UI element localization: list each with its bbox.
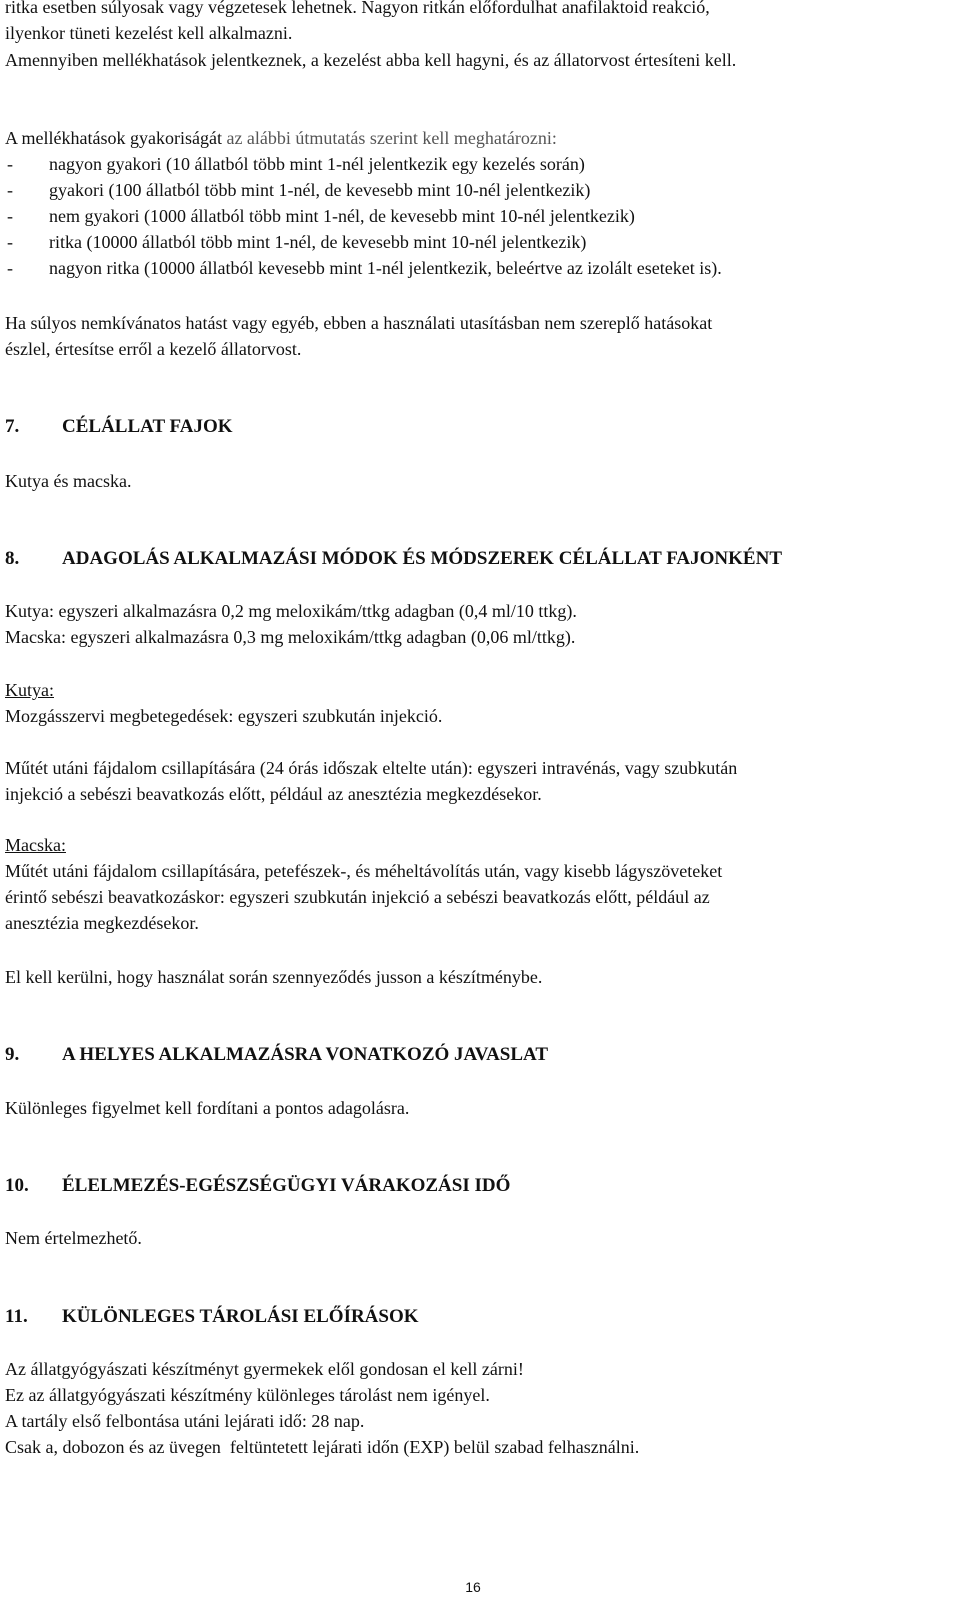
text-line: Műtét utáni fájdalom csillapítására, petefészek-, és méheltávolítás után, vagy kisebb lágyszöveteket [5, 861, 723, 881]
section-number: 9. [5, 1044, 20, 1065]
dog-label: Kutya: [5, 680, 54, 700]
list-item: - nagyon ritka (10000 állatból kevesebb mint 1-nél jelentkezik, beleértve az izolált eseteket is). [7, 258, 722, 278]
section-heading-9 [5, 1042, 935, 1068]
text-line: észlel, értesítse erről a kezelő állatorvost. [5, 339, 302, 359]
section-number: 11. [5, 1306, 28, 1327]
contamination-note [5, 964, 935, 990]
administration-advice [5, 1095, 935, 1121]
text-line: ritka esetben súlyosak vagy végzetesek lehetnek. Nagyon ritkán előfordulhat anafilaktoid reakció, [5, 0, 710, 17]
cat-label: Macska: [5, 835, 66, 855]
text-line: Ez az állatgyógyászati készítmény különleges tárolást nem igényel. [5, 1385, 490, 1405]
section-title: ADAGOLÁS ALKALMAZÁSI MÓDOK ÉS MÓDSZEREK CÉLÁLLAT FAJONKÉNT [62, 548, 782, 569]
intro-paragraph [5, 0, 935, 46]
cat-indication [5, 832, 935, 936]
text-line: Mozgásszervi megbetegedések: egyszeri szubkután injekció. [5, 706, 443, 726]
text-line: Macska: egyszeri alkalmazásra 0,3 mg meloxikám/ttkg adagban (0,06 ml/ttkg). [5, 627, 576, 647]
text-line: A tartály első felbontása utáni lejárati idő: 28 nap. [5, 1411, 365, 1431]
section-heading-10 [5, 1173, 935, 1199]
target-species [5, 468, 935, 494]
lead-text-gray: az alábbi útmutatás szerint kell meghatározni: [226, 128, 557, 148]
section-title: CÉLÁLLAT FAJOK [62, 416, 233, 437]
list-item: - nagyon gyakori (10 állatból több mint 1-nél jelentkezik egy kezelés során) [7, 154, 585, 174]
text-line: El kell kerülni, hogy használat során szennyeződés jusson a készítménybe. [5, 967, 543, 987]
text-line: Ha súlyos nemkívánatos hatást vagy egyéb, ebben a használati utasításban nem szereplő hatásokat [5, 313, 713, 333]
frequency-list [5, 151, 935, 281]
text-line: Nem értelmezhető. [5, 1228, 142, 1248]
text-line: Különleges figyelmet kell fordítani a pontos adagolásra. [5, 1098, 410, 1118]
list-item-text: ritka (10000 állatból több mint 1-nél, de kevesebb mint 10-nél jelentkezik) [49, 232, 587, 252]
text-line: Műtét utáni fájdalom csillapítására (24 órás időszak eltelte után): egyszeri intravénás, vagy szubkután [5, 758, 738, 778]
section-heading-11 [5, 1304, 935, 1330]
text-line: Kutya: egyszeri alkalmazásra 0,2 mg meloxikám/ttkg adagban (0,4 ml/10 ttkg). [5, 601, 577, 621]
frequency-lead [5, 125, 935, 151]
text-line [5, 125, 935, 151]
list-item-text: gyakori (100 állatból több mint 1-nél, de kevesebb mint 10-nél jelentkezik) [49, 180, 591, 200]
list-item: - ritka (10000 állatból több mint 1-nél, de kevesebb mint 10-nél jelentkezik) [7, 232, 587, 252]
report-paragraph [5, 310, 935, 362]
text-line: Amennyiben mellékhatások jelentkeznek, a kezelést abba kell hagyni, és az állatorvost értesíteni kell. [5, 50, 737, 70]
dosage-paragraph [5, 598, 935, 650]
list-item: - nem gyakori (1000 állatból több mint 1-nél, de kevesebb mint 10-nél jelentkezik) [7, 206, 635, 226]
section-heading-8 [5, 546, 935, 572]
text-line: érintő sebészi beavatkozáskor: egyszeri szubkután injekció a sebészi beavatkozás előtt, például az [5, 887, 710, 907]
section-heading-7 [5, 414, 935, 440]
section-number: 10. [5, 1175, 29, 1196]
page-number: 16 [465, 1579, 481, 1595]
text-line: injekció a sebészi beavatkozás előtt, például az anesztézia megkezdésekor. [5, 784, 542, 804]
text-line: Az állatgyógyászati készítményt gyermekek elől gondosan el kell zárni! [5, 1359, 524, 1379]
lead-text: A mellékhatások gyakoriságát [5, 128, 227, 148]
section-title: ÉLELMEZÉS-EGÉSZSÉGÜGYI VÁRAKOZÁSI IDŐ [62, 1175, 511, 1196]
list-item-text: nem gyakori (1000 állatból több mint 1-nél, de kevesebb mint 10-nél jelentkezik) [49, 206, 635, 226]
section-number: 8. [5, 548, 20, 569]
text-line: Csak a, dobozon és az üvegen feltüntetett lejárati időn (EXP) belül szabad felhasználni. [5, 1437, 640, 1457]
text-line: ilyenkor tüneti kezelést kell alkalmazni. [5, 23, 293, 43]
discontinue-paragraph [5, 47, 935, 73]
list-item: - gyakori (100 állatból több mint 1-nél, de kevesebb mint 10-nél jelentkezik) [7, 180, 591, 200]
dog-indication [5, 677, 935, 729]
dog-postop [5, 755, 935, 807]
section-title: A HELYES ALKALMAZÁSRA VONATKOZÓ JAVASLAT [62, 1044, 549, 1065]
section-title: KÜLÖNLEGES TÁROLÁSI ELŐÍRÁSOK [62, 1306, 419, 1327]
storage-paragraph [5, 1356, 935, 1460]
withdrawal-period [5, 1225, 935, 1251]
list-item-text: nagyon ritka (10000 állatból kevesebb mint 1-nél jelentkezik, beleértve az izolált eseteket is). [49, 258, 722, 278]
text-line: anesztézia megkezdésekor. [5, 913, 199, 933]
list-item-text: nagyon gyakori (10 állatból több mint 1-nél jelentkezik egy kezelés során) [49, 154, 585, 174]
section-number: 7. [5, 416, 20, 437]
text-line: Kutya és macska. [5, 471, 132, 491]
